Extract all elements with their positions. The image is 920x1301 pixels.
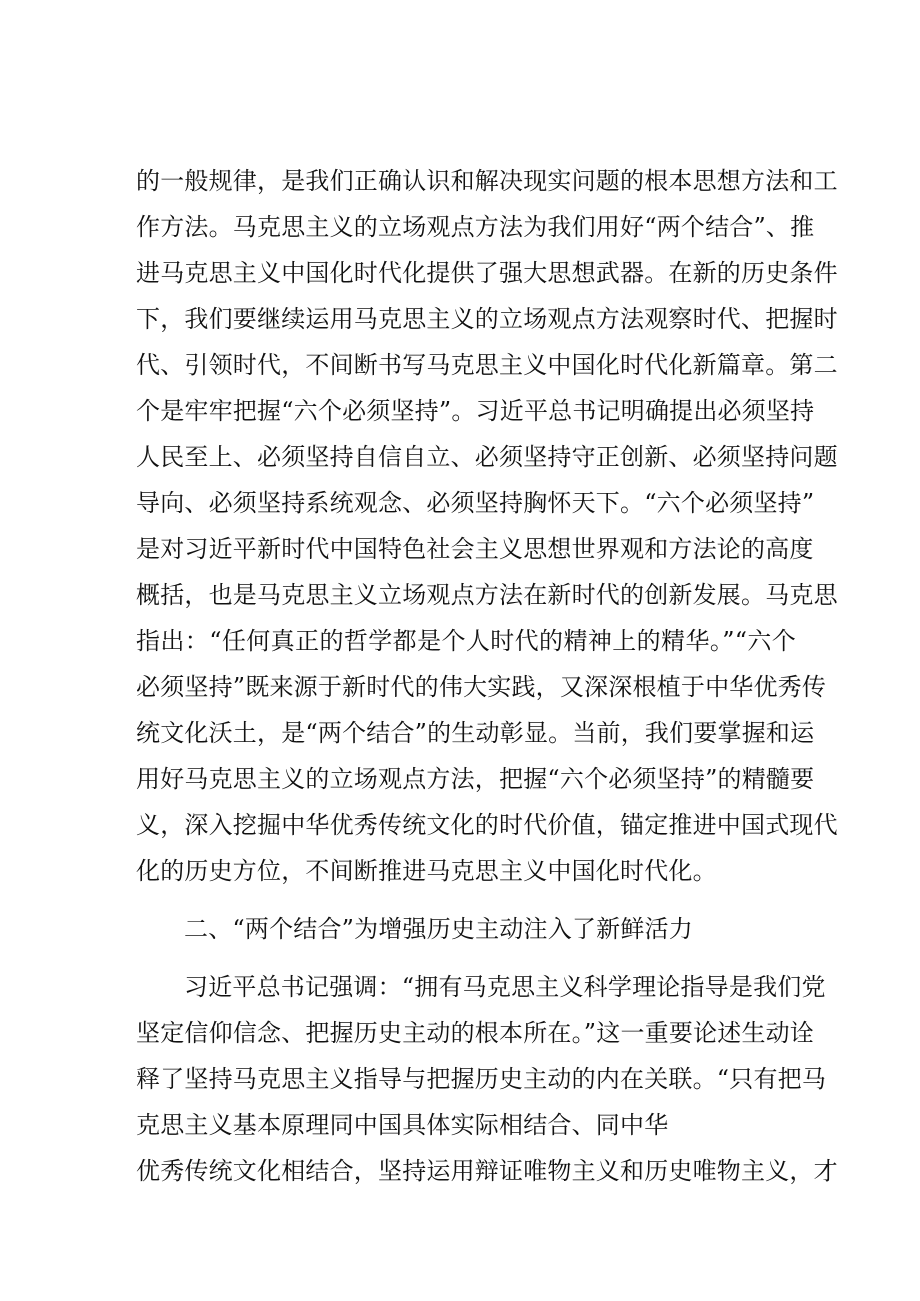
text-line: 进马克思主义中国化时代化提供了强大思想武器。在新的历史条件 bbox=[136, 259, 838, 287]
text-line: 必须坚持”既来源于新时代的伟大实践，又深深根植于中华优秀传 bbox=[136, 673, 827, 701]
text-line: 克思主义基本原理同中国具体实际相结合、同中华 bbox=[136, 1111, 669, 1139]
text-line: 用好马克思主义的立场观点方法，把握“六个必须坚持”的精髓要 bbox=[136, 765, 815, 793]
text-line: 义，深入挖掘中华优秀传统文化的时代价值，锚定推进中国式现代 bbox=[136, 811, 838, 839]
text-line: 个是牢牢把握“六个必须坚持”。习近平总书记明确提出必须坚持 bbox=[136, 397, 815, 425]
text-line: 优秀传统文化相结合，坚持运用辩证唯物主义和历史唯物主义，才 bbox=[136, 1157, 838, 1185]
text-line: 人民至上、必须坚持自信自立、必须坚持守正创新、必须坚持问题 bbox=[136, 443, 838, 471]
text-line: 指出：“任何真正的哲学都是个人时代的精神上的精华。”“六个 bbox=[136, 627, 796, 655]
text-line: 坚定信仰信念、把握历史主动的根本所在。”这一重要论述生动诠 bbox=[136, 1019, 815, 1047]
text-line: 释了坚持马克思主义指导与把握历史主动的内在关联。“只有把马 bbox=[136, 1065, 827, 1093]
text-line: 的一般规律，是我们正确认识和解决现实问题的根本思想方法和工 bbox=[136, 167, 838, 195]
text-line: 概括，也是马克思主义立场观点方法在新时代的创新发展。马克思 bbox=[136, 581, 838, 609]
text-line: 化的历史方位，不间断推进马克思主义中国化时代化。 bbox=[136, 857, 717, 885]
text-line: 下，我们要继续运用马克思主义的立场观点方法观察时代、把握时 bbox=[136, 305, 838, 333]
text-line: 统文化沃土，是“两个结合”的生动彰显。当前，我们要掌握和运 bbox=[136, 719, 815, 747]
text-line: 习近平总书记强调：“拥有马克思主义科学理论指导是我们党 bbox=[184, 973, 826, 1001]
text-line: 作方法。马克思主义的立场观点方法为我们用好“两个结合”、推 bbox=[136, 213, 815, 241]
section-heading: 二、“两个结合”为增强历史主动注入了新鲜活力 bbox=[184, 915, 693, 943]
text-line: 是对习近平新时代中国特色社会主义思想世界观和方法论的高度 bbox=[136, 535, 814, 563]
text-line: 代、引领时代，不间断书写马克思主义中国化时代化新篇章。第二 bbox=[136, 351, 838, 379]
text-line: 导向、必须坚持系统观念、必须坚持胸怀天下。“六个必须坚持” bbox=[136, 489, 815, 517]
